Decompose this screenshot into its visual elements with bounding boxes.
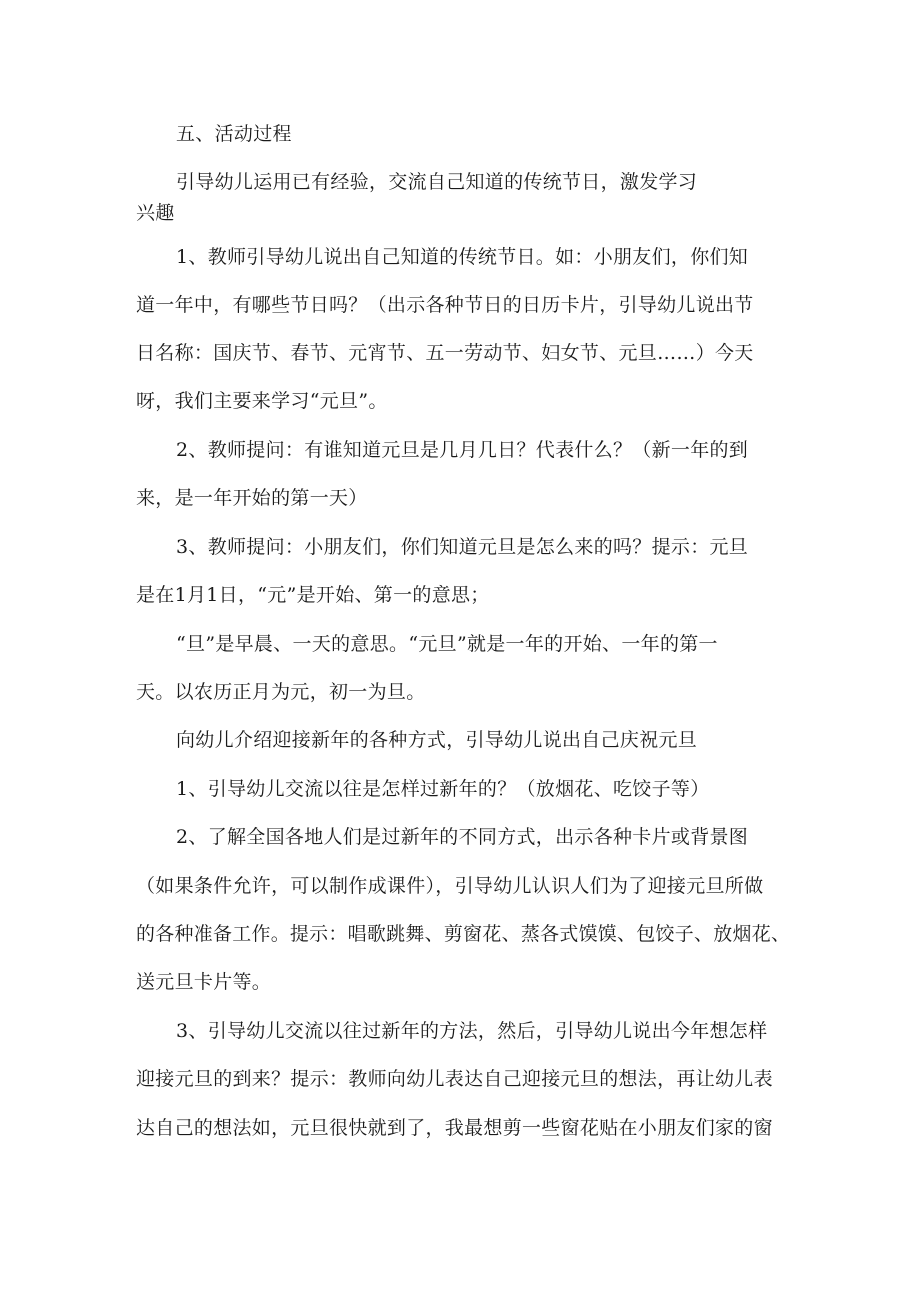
paragraph-line: 来，是一年开始的第一天） — [136, 487, 368, 509]
paragraph-line: 达自己的想法如，元旦很快就到了，我最想剪一些窗花贴在小朋友们家的窗 — [136, 1117, 773, 1139]
paragraph-line: 天。以农历正月为元，初一为旦。 — [136, 681, 426, 703]
paragraph-line: 3、引导幼儿交流以往过新年的方法，然后，引导幼儿说出今年想怎样 — [176, 1020, 768, 1042]
paragraph-line: 1、引导幼儿交流以往是怎样过新年的？（放烟花、吃饺子等） — [176, 778, 710, 800]
paragraph-line: 迎接元旦的到来？提示：教师向幼儿表达自己迎接元旦的想法，再让幼儿表 — [136, 1068, 773, 1090]
paragraph-line: 引导幼儿运用已有经验，交流自己知道的传统节日，激发学习 — [176, 171, 698, 193]
paragraph-line: 的各种准备工作。提示：唱歌跳舞、剪窗花、蒸各式馍馍、包饺子、放烟花、 — [136, 923, 791, 945]
paragraph-line: 呀，我们主要来学习“元旦”。 — [136, 390, 388, 412]
paragraph-line: （如果条件允许，可以制作成课件），引导幼儿认识人们为了迎接元旦所做 — [136, 875, 764, 897]
paragraph-line: “旦”是早晨、一天的意思。“元旦”就是一年的开始、一年的第一 — [176, 633, 718, 655]
paragraph-line: 向幼儿介绍迎接新年的各种方式，引导幼儿说出自己庆祝元旦 — [176, 729, 698, 751]
paragraph-line: 兴趣 — [136, 202, 175, 224]
paragraph-line: 2、了解全国各地人们是过新年的不同方式，出示各种卡片或背景图 — [176, 826, 749, 848]
paragraph-line: 2、教师提问：有谁知道元旦是几月几日？代表什么？（新一年的到 — [176, 439, 749, 461]
paragraph-line: 是在1月1日，“元”是开始、第一的意思； — [136, 584, 490, 606]
section-heading: 五、活动过程 — [176, 123, 292, 145]
paragraph-line: 送元旦卡片等。 — [136, 971, 272, 993]
paragraph-line: 日名称：国庆节、春节、元宵节、五一劳动节、妇女节、元旦……）今天 — [136, 342, 754, 364]
paragraph-line: 道一年中，有哪些节日吗？（出示各种节日的日历卡片，引导幼儿说出节 — [136, 294, 754, 316]
paragraph-line: 3、教师提问：小朋友们，你们知道元旦是怎么来的吗？提示：元旦 — [176, 536, 749, 558]
paragraph-line: 1、教师引导幼儿说出自己知道的传统节日。如：小朋友们，你们知 — [176, 246, 749, 268]
